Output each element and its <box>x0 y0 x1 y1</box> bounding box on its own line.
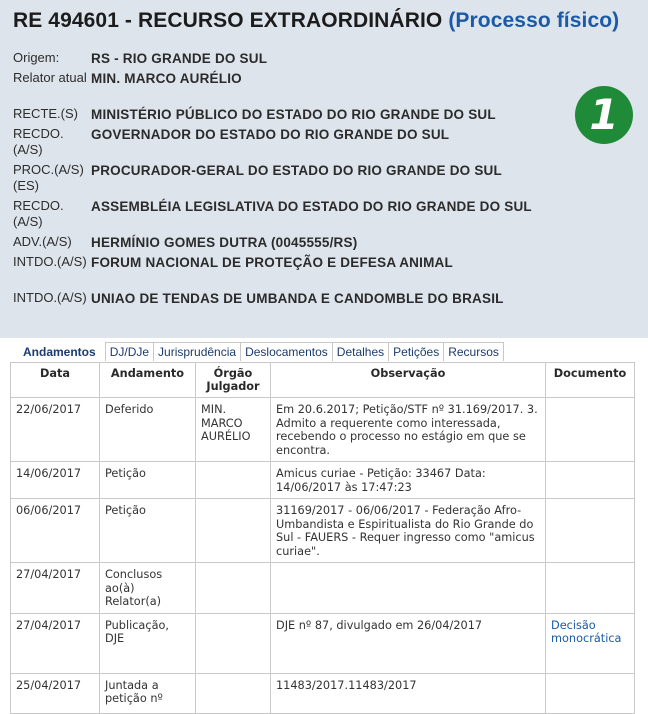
cell-date: 27/04/2017 <box>11 563 100 614</box>
document-link[interactable]: Decisão monocrática <box>551 618 622 645</box>
cell-andamento: Conclusos ao(à) Relator(a) <box>100 563 196 614</box>
parties-list <box>13 50 583 326</box>
cell-documento <box>546 673 635 713</box>
tab-andamentos[interactable]: Andamentos <box>13 342 106 361</box>
party-value: MINISTÉRIO PÚBLICO DO ESTADO DO RIO GRANDE DO SUL <box>91 107 496 122</box>
tab-jurisprudencia[interactable]: Jurisprudência <box>153 342 241 361</box>
party-value: ASSEMBLÉIA LEGISLATIVA DO ESTADO DO RIO GRANDE DO SUL <box>91 199 532 214</box>
party-recte <box>13 106 583 124</box>
cell-orgao <box>196 563 271 614</box>
cell-andamento: Petição <box>100 499 196 563</box>
tab-bar <box>13 342 503 361</box>
table-row <box>11 499 635 563</box>
party-label: PROC.(A/S)(ES) <box>13 162 84 193</box>
cell-andamento: Petição <box>100 462 196 499</box>
tab-detalhes[interactable]: Detalhes <box>332 342 389 361</box>
party-recdo <box>13 126 583 160</box>
tab-deslocamentos[interactable]: Deslocamentos <box>240 342 333 361</box>
page-title <box>13 9 619 33</box>
table-header-row <box>11 363 635 398</box>
party-value: RS - RIO GRANDE DO SUL <box>91 51 268 66</box>
cell-date: 22/06/2017 <box>11 398 100 462</box>
party-value: MIN. MARCO AURÉLIO <box>91 71 242 86</box>
cell-orgao <box>196 462 271 499</box>
cell-observacao: Em 20.6.2017; Petição/STF nº 31.169/2017. 3. Admito a requerente como interessada, recebendo o processo no estágio em que se encontra. <box>271 398 546 462</box>
party-value: UNIAO DE TENDAS DE UMBANDA E CANDOMBLE DO BRASIL <box>91 291 504 306</box>
party-label: INTDO.(A/S) <box>13 254 87 269</box>
party-label: Origem: <box>13 50 60 65</box>
cell-observacao: 11483/2017.11483/2017 <box>271 673 546 713</box>
column-header-orgao: Órgão Julgador <box>196 363 271 398</box>
party-intdo <box>13 290 583 324</box>
case-id: RE 494601 - RECURSO EXTRAORDINÁRIO <box>13 9 443 32</box>
cell-date: 06/06/2017 <box>11 499 100 563</box>
party-label: ADV.(A/S) <box>13 234 72 249</box>
cell-observacao <box>271 563 546 614</box>
cell-date: 14/06/2017 <box>11 462 100 499</box>
cell-documento <box>546 563 635 614</box>
party-intdo <box>13 254 583 288</box>
cell-orgao <box>196 499 271 563</box>
cell-documento <box>546 398 635 462</box>
party-label: Relator atual <box>13 70 87 85</box>
party-adv <box>13 234 583 252</box>
column-header-observacao: Observação <box>271 363 546 398</box>
number-badge: 1 <box>575 86 633 144</box>
cell-andamento: Publicação, DJE <box>100 613 196 673</box>
cell-date: 27/04/2017 <box>11 613 100 673</box>
party-origem <box>13 50 583 68</box>
table-row <box>11 398 635 462</box>
party-recdo <box>13 198 583 232</box>
party-label: INTDO.(A/S) <box>13 290 87 305</box>
process-type: (Processo físico) <box>448 9 620 32</box>
party-label: RECDO.(A/S) <box>13 198 64 229</box>
table-row <box>11 613 635 673</box>
table-row <box>11 563 635 614</box>
column-header-data: Data <box>11 363 100 398</box>
cell-orgao <box>196 613 271 673</box>
cell-documento <box>546 613 635 673</box>
tab-dj-dje[interactable]: DJ/DJe <box>105 342 154 361</box>
andamentos-table <box>10 362 635 714</box>
party-proc <box>13 162 583 196</box>
party-label: RECTE.(S) <box>13 106 78 121</box>
column-header-andamento: Andamento <box>100 363 196 398</box>
tab-peticoes[interactable]: Petições <box>388 342 444 361</box>
party-relator <box>13 70 583 104</box>
cell-documento <box>546 499 635 563</box>
party-value: PROCURADOR-GERAL DO ESTADO DO RIO GRANDE DO SUL <box>91 163 502 178</box>
cell-andamento: Juntada a petição nº <box>100 673 196 713</box>
cell-observacao: 31169/2017 - 06/06/2017 - Federação Afro-Umbandista e Espiritualista do Rio Grande do Sul - FAUERS - Requer ingresso como "amicus curiae". <box>271 499 546 563</box>
cell-documento <box>546 462 635 499</box>
party-label: RECDO.(A/S) <box>13 126 64 157</box>
cell-date: 25/04/2017 <box>11 673 100 713</box>
tab-recursos[interactable]: Recursos <box>443 342 504 361</box>
table-row <box>11 673 635 713</box>
party-value: FORUM NACIONAL DE PROTEÇÃO E DEFESA ANIMAL <box>91 255 453 270</box>
cell-observacao: DJE nº 87, divulgado em 26/04/2017 <box>271 613 546 673</box>
cell-orgao: MIN. MARCO AURÉLIO <box>196 398 271 462</box>
cell-observacao: Amicus curiae - Petição: 33467 Data: 14/06/2017 às 17:47:23 <box>271 462 546 499</box>
cell-andamento: Deferido <box>100 398 196 462</box>
party-value: HERMÍNIO GOMES DUTRA (0045555/RS) <box>91 235 358 250</box>
column-header-documento: Documento <box>546 363 635 398</box>
table-row <box>11 462 635 499</box>
process-header <box>0 0 648 338</box>
cell-orgao <box>196 673 271 713</box>
party-value: GOVERNADOR DO ESTADO DO RIO GRANDE DO SUL <box>91 127 450 142</box>
